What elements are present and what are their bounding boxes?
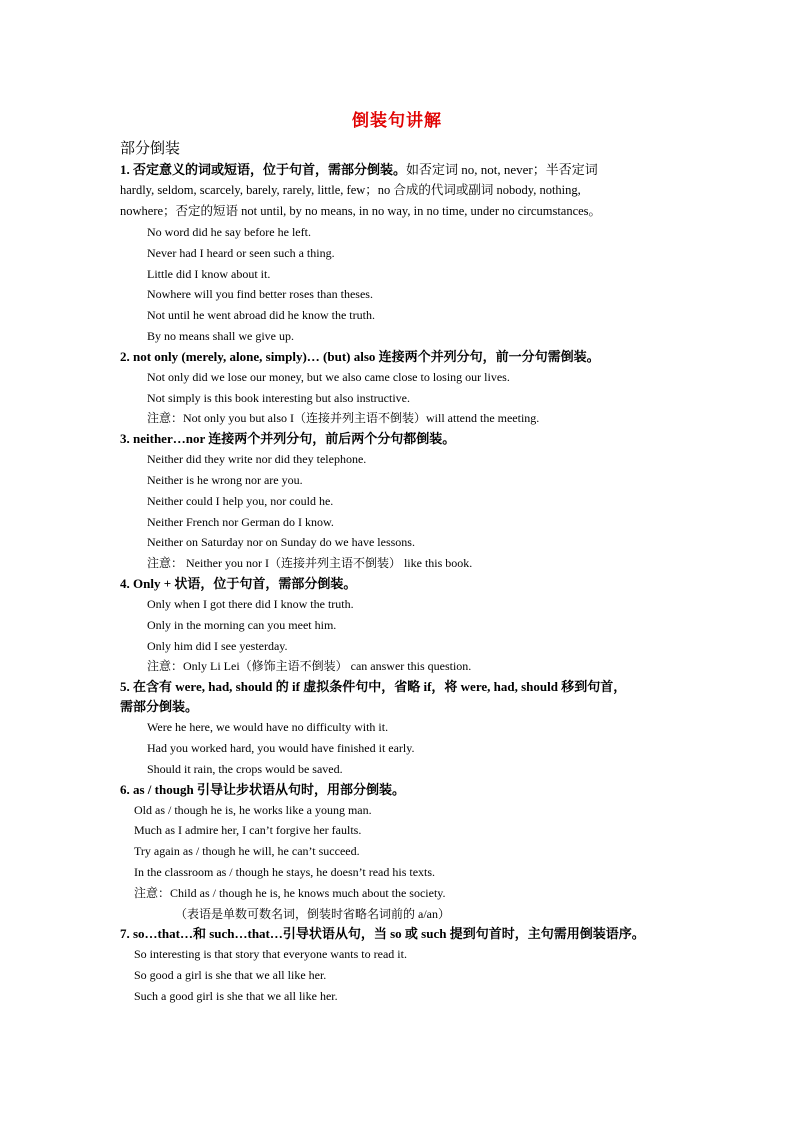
note-sentence: 注意：Child as / though he is, he knows much about the society. [134, 885, 446, 900]
section-subtitle: 部分倒装 [120, 141, 181, 157]
note-explanation: （表语是单数可数名词，倒装时省略名词前的 a/an） [175, 906, 450, 921]
document-body [120, 160, 680, 1007]
section-1-heading-text: 1. 否定意义的词或短语，位于句首，需部分倒装。 [120, 162, 407, 177]
note-sentence: 注意：Only Li Lei（修饰主语不倒装） can answer this question. [147, 659, 472, 674]
example-sentence: Neither did they write nor did they telephone. [147, 452, 367, 467]
example-sentence: Not until he went abroad did he know the truth. [147, 308, 375, 323]
example-sentence: Neither on Saturday nor on Sunday do we have lessons. [147, 535, 415, 550]
example-sentence: Nowhere will you find better roses than theses. [147, 287, 373, 302]
example-sentence: Neither could I help you, nor could he. [147, 493, 334, 508]
section-4-heading: 4. Only + 状语，位于句首，需部分倒装。 [120, 575, 357, 591]
example-sentence: Were he here, we would have no difficulty with it. [147, 720, 389, 735]
note-sentence: 注意： Neither you nor I（连接并列主语不倒装） like this book. [147, 556, 473, 571]
example-sentence: Neither is he wrong nor are you. [147, 472, 303, 487]
page-title: 倒装句讲解 [352, 111, 442, 130]
note-sentence: 注意：Not only you but also I（连接并列主语不倒装）will attend the meeting. [147, 411, 540, 426]
example-sentence: Much as I admire her, I can’t forgive her faults. [134, 823, 362, 838]
example-sentence: Never had I heard or seen such a thing. [147, 245, 335, 260]
example-sentence: Only him did I see yesterday. [147, 638, 288, 653]
example-sentence: Had you worked hard, you would have finished it early. [147, 740, 415, 755]
example-sentence: Old as / though he is, he works like a young man. [134, 802, 372, 817]
example-sentence: By no means shall we give up. [147, 328, 294, 343]
example-sentence: Not simply is this book interesting but also instructive. [147, 390, 410, 405]
section-1-desc-line: hardly, seldom, scarcely, barely, rarely, little, few；no 合成的代词或副词 nobody, nothing, [120, 183, 581, 197]
example-sentence: Only in the morning can you meet him. [147, 617, 337, 632]
section-6-heading: 6. as / though 引导让步状语从句时，用部分倒装。 [120, 781, 405, 797]
section-1-heading [120, 160, 680, 180]
example-sentence: Not only did we lose our money, but we also came close to losing our lives. [147, 369, 510, 384]
example-sentence: Should it rain, the crops would be saved. [147, 761, 343, 776]
example-sentence: So good a girl is she that we all like her. [134, 968, 327, 983]
example-sentence: So interesting is that story that everyone wants to read it. [134, 947, 407, 962]
example-sentence: No word did he say before he left. [147, 225, 311, 239]
section-3-heading: 3. neither…nor 连接两个并列分句，前后两个分句都倒装。 [120, 431, 456, 447]
example-sentence: Only when I got there did I know the truth. [147, 596, 354, 611]
example-sentence: Try again as / though he will, he can’t succeed. [134, 844, 360, 859]
section-1-desc-line: nowhere；否定的短语 not until, by no means, in no way, in no time, under no circumstances。 [120, 204, 602, 218]
example-sentence: Such a good girl is she that we all like her. [134, 988, 338, 1003]
section-7-heading: 7. so…that…和 such…that…引导状语从句，当 so 或 such 提到句首时，主句需用倒装语序。 [120, 926, 645, 942]
example-sentence: Neither French nor German do I know. [147, 514, 334, 529]
section-1-heading-tail: 如否定词 no, not, never；半否定词 [406, 162, 598, 177]
example-sentence: In the classroom as / though he stays, he doesn’t read his texts. [134, 864, 436, 879]
section-5-heading: 5. 在含有 were, had, should 的 if 虚拟条件句中，省略 if，将 were, had, should 移到句首， [120, 679, 627, 695]
section-5-heading-line2: 需部分倒装。 [120, 699, 199, 715]
section-2-heading: 2. not only (merely, alone, simply)… (but) also 连接两个并列分句，前一分句需倒装。 [120, 348, 600, 364]
example-sentence: Little did I know about it. [147, 266, 271, 281]
